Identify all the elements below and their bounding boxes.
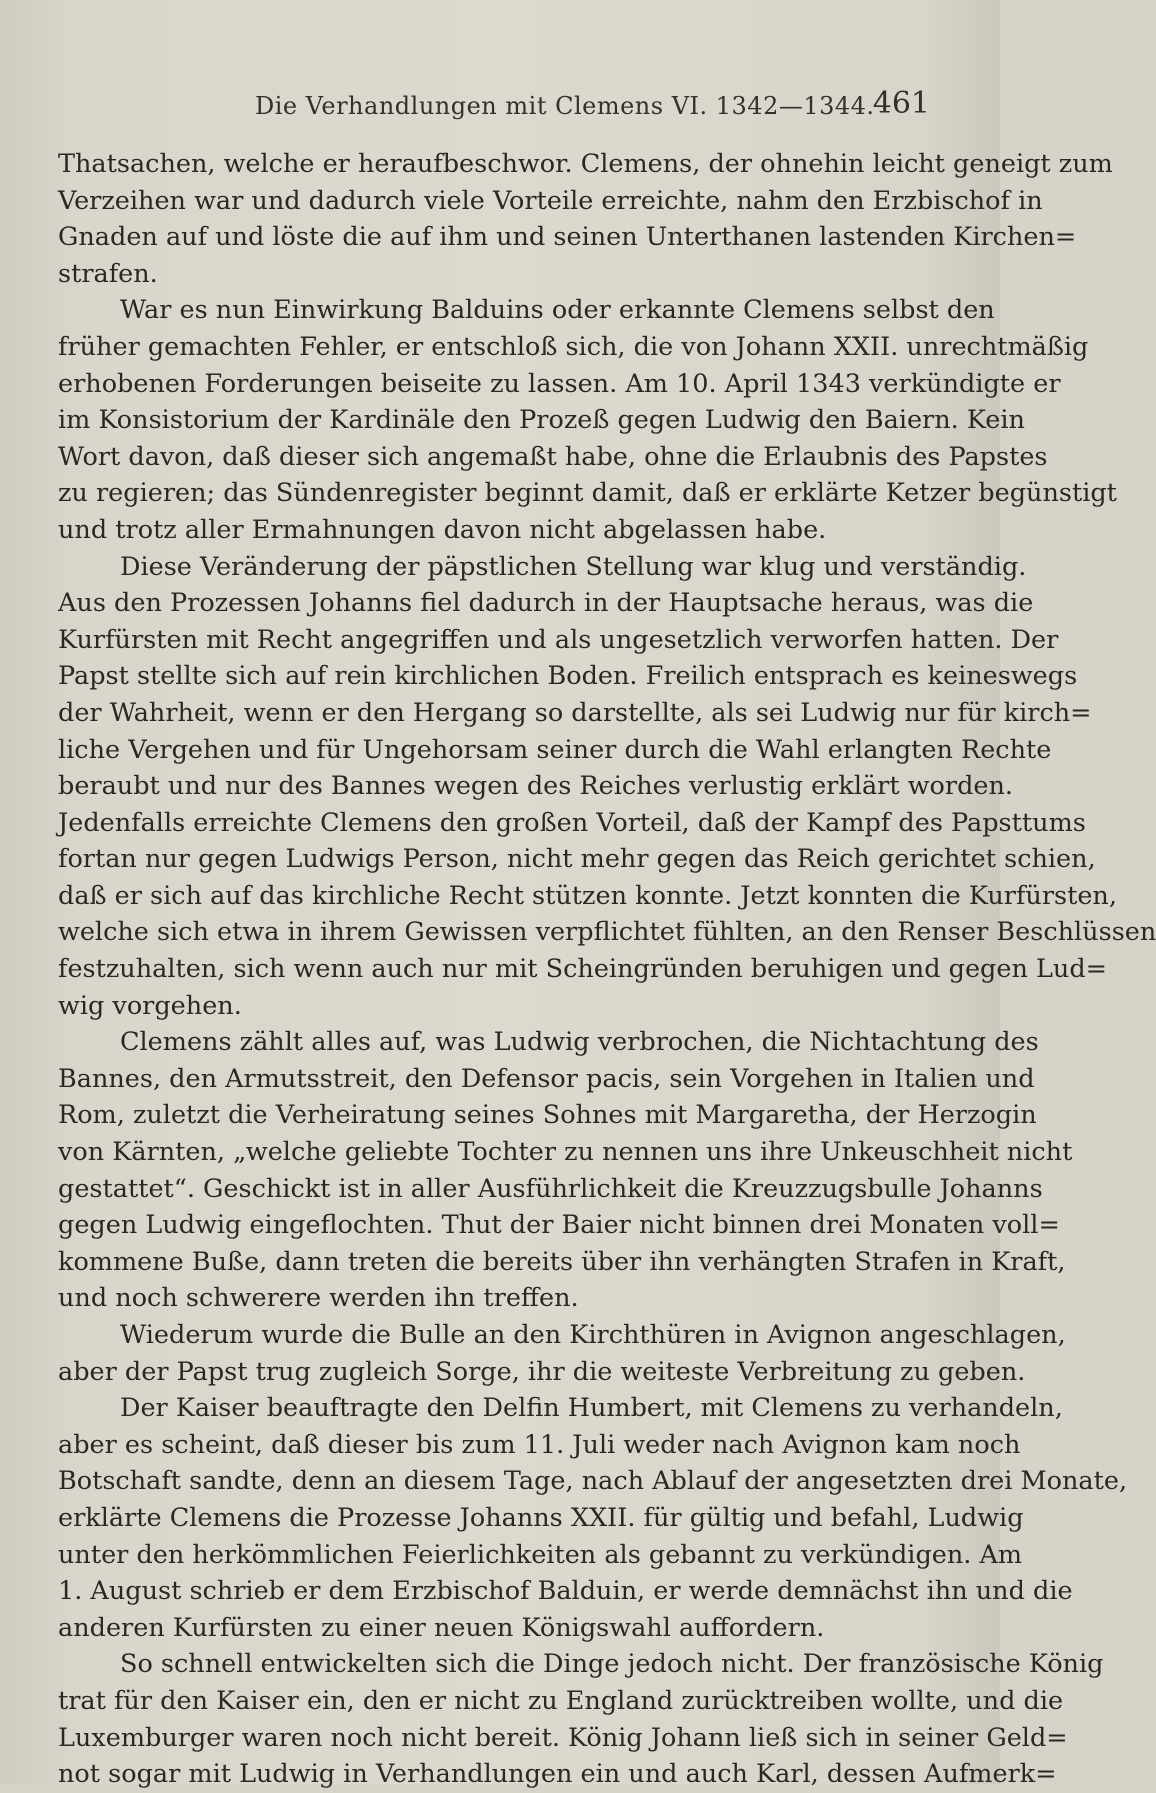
text-line: War es nun Einwirkung Balduins oder erkannte Clemens selbst den [120,295,995,326]
page-number: 461 [872,86,930,121]
text-line: im Konsistorium der Kardinäle den Prozeß gegen Ludwig den Baiern. Kein [58,405,1025,436]
text-line: Wiederum wurde die Bulle an den Kirchthüren in Avignon angeschlagen, [120,1320,1066,1350]
text-line: gegen Ludwig eingeflochten. Thut der Baier nicht binnen drei Monaten voll= [58,1210,1060,1241]
text-line: Papst stellte sich auf rein kirchlichen Boden. Freilich entsprach es keineswegs [58,661,1078,692]
text-line: aber es scheint, daß dieser bis zum 11. Juli weder nach Avignon kam noch [58,1429,1021,1460]
text-line: daß er sich auf das kirchliche Recht stützen konnte. Jetzt konnten die Kurfürsten, [58,880,1117,911]
text-line: früher gemachten Fehler, er entschloß sich, die von Johann XXII. unrechtmäßig [58,331,1089,362]
running-head-title: Die Verhandlungen mit Clemens VI. 1342—1344. [255,92,875,120]
body-text [58,146,1156,1793]
text-line: Gnaden auf und löste die auf ihm und seinen Unterthanen lastenden Kirchen= [58,222,1077,253]
text-line: strafen. [58,258,158,289]
text-line: Bannes, den Armutsstreit, den Defensor pacis, sein Vorgehen in Italien und [58,1063,1035,1094]
text-line: wig vorgehen. [58,990,242,1021]
text-line: Der Kaiser beauftragte den Delfin Humbert, mit Clemens zu verhandeln, [120,1393,1063,1424]
text-line: festzuhalten, sich wenn auch nur mit Scheingründen beruhigen und gegen Lud= [58,954,1108,985]
text-line: liche Vergehen und für Ungehorsam seiner durch die Wahl erlangten Rechte [58,734,1052,765]
text-line: Luxemburger waren noch nicht bereit. König Johann ließ sich in seiner Geld= [58,1722,1068,1753]
text-line: So schnell entwickelten sich die Dinge jedoch nicht. Der französische König [120,1649,1104,1680]
text-line: Jedenfalls erreichte Clemens den großen Vorteil, daß der Kampf des Papsttums [58,807,1086,838]
text-line: fortan nur gegen Ludwigs Person, nicht mehr gegen das Reich gerichtet schien, [58,844,1096,875]
text-line: und trotz aller Ermahnungen davon nicht abgelassen habe. [58,514,827,545]
text-line: und noch schwerere werden ihn treffen. [58,1283,579,1314]
text-line: aber der Papst trug zugleich Sorge, ihr die weiteste Verbreitung zu geben. [58,1356,1026,1387]
text-line: zu regieren; das Sündenregister beginnt damit, daß er erklärte Ketzer begünstigt [58,478,1117,509]
text-line: Rom, zuletzt die Verheiratung seines Sohnes mit Margaretha, der Herzogin [58,1100,1037,1131]
text-line: erhobenen Forderungen beiseite zu lassen. Am 10. April 1343 verkündigte er [58,368,1061,399]
text-line: Clemens zählt alles auf, was Ludwig verbrochen, die Nichtachtung des [120,1027,1039,1058]
text-line: anderen Kurfürsten zu einer neuen Königswahl auffordern. [58,1612,825,1643]
text-line: Diese Veränderung der päpstlichen Stellung war klug und verständig. [120,551,1027,582]
text-line: von Kärnten, „welche geliebte Tochter zu nennen uns ihre Unkeuschheit nicht [58,1137,1073,1168]
text-line: Wort davon, daß dieser sich angemaßt habe, ohne die Erlaubnis des Papstes [58,441,1048,472]
text-line: Thatsachen, welche er heraufbeschwor. Clemens, der ohnehin leicht geneigt zum [58,149,1113,179]
text-line: Verzeihen war und dadurch viele Vorteile erreichte, nahm den Erzbischof in [58,185,1043,216]
text-line: kommene Buße, dann treten die bereits über ihn verhängten Strafen in Kraft, [58,1246,1066,1277]
text-line: welche sich etwa in ihrem Gewissen verpflichtet fühlten, an den Renser Beschlüssen [58,917,1156,948]
text-line: 1. August schrieb er dem Erzbischof Balduin, er werde demnächst ihn und die [58,1576,1073,1607]
text-line: Aus den Prozessen Johanns fiel dadurch in der Hauptsache heraus, was die [58,588,1034,619]
running-head [60,86,930,126]
text-line: Botschaft sandte, denn an diesem Tage, nach Ablauf der angesetzten drei Monate, [58,1466,1128,1497]
text-line: erklärte Clemens die Prozesse Johanns XXII. für gültig und befahl, Ludwig [58,1502,1024,1533]
text-line: unter den herkömmlichen Feierlichkeiten als gebannt zu verkündigen. Am [58,1539,1023,1570]
text-line: Kurfürsten mit Recht angegriffen und als ungesetzlich verworfen hatten. Der [58,624,1059,655]
text-line: der Wahrheit, wenn er den Hergang so darstellte, als sei Ludwig nur für kirch= [58,697,1092,728]
text-line: beraubt und nur des Bannes wegen des Reiches verlustig erklärt worden. [58,771,1014,802]
text-line: not sogar mit Ludwig in Verhandlungen ein und auch Karl, dessen Aufmerk= [58,1759,1057,1790]
text-line: gestattet“. Geschickt ist in aller Ausführlichkeit die Kreuzzugsbulle Johanns [58,1173,1043,1204]
text-line: trat für den Kaiser ein, den er nicht zu England zurücktreiben wollte, und die [58,1685,1064,1716]
